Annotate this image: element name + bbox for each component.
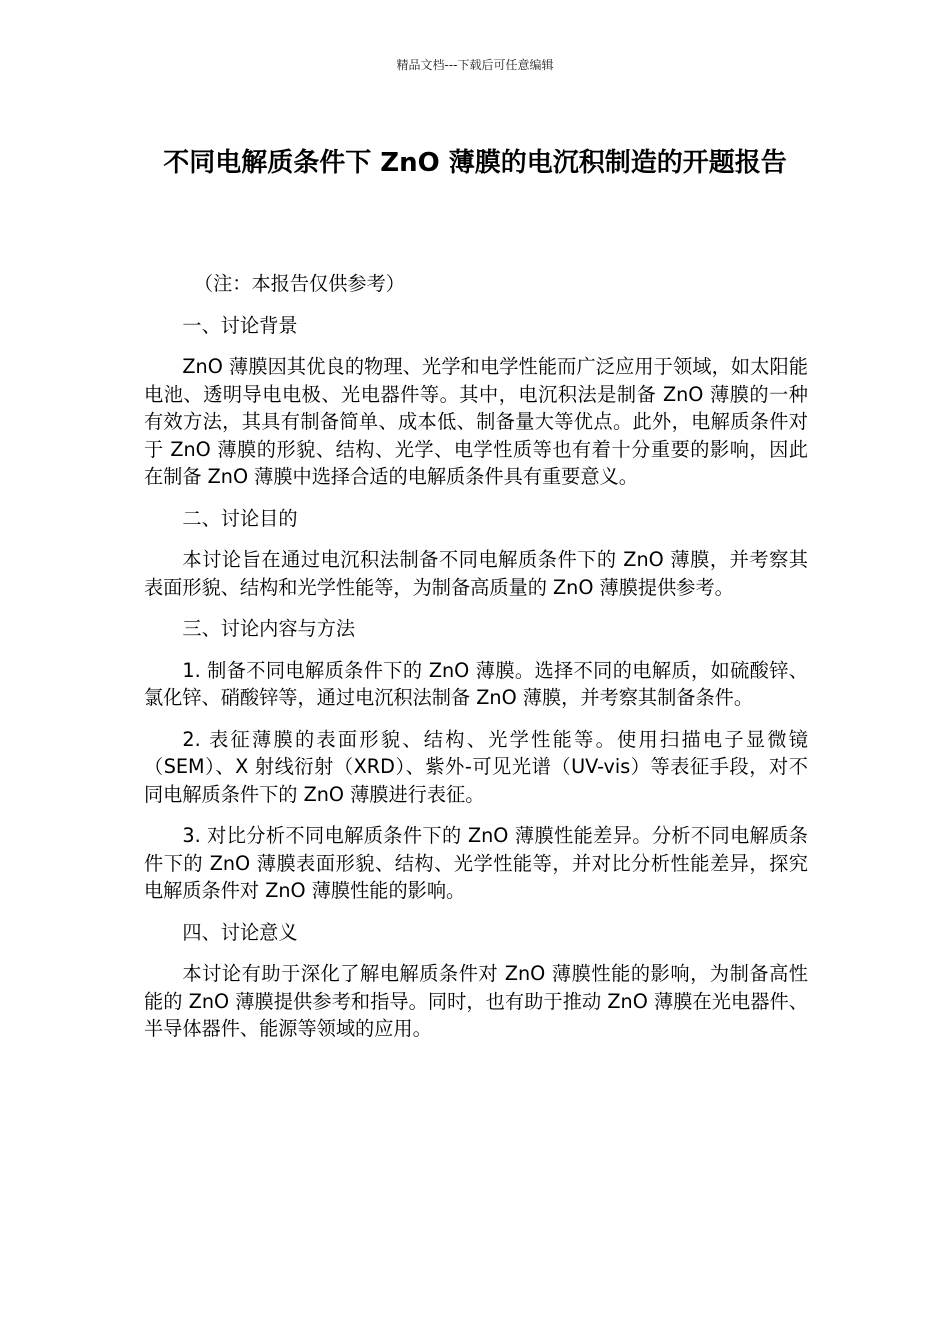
section-heading-background: 一、讨论背景 (182, 313, 298, 337)
document-body (144, 270, 808, 1057)
section-item-content-3: 3. 对比分析不同电解质条件下的 ZnO 薄膜性能差异。分析不同电解质条件下的 ZnO 薄膜表面形貌、结构、光学性能等，并对比分析性能差异，探究电解质条件对 ZnO 薄膜性能的影响。 (144, 824, 808, 902)
section-heading-purpose: 二、讨论目的 (182, 506, 298, 530)
section-text-significance: 本讨论有助于深化了解电解质条件对 ZnO 薄膜性能的影响，为制备高性能的 ZnO 薄膜提供参考和指导。同时，也有助于推动 ZnO 薄膜在光电器件、半导体器件、能源等领域的应用。 (144, 962, 808, 1040)
section-heading-content: 三、讨论内容与方法 (182, 617, 356, 640)
document-title: 不同电解质条件下 ZnO 薄膜的电沉积制造的开题报告 (163, 148, 787, 178)
page-header-note: 精品文档---下载后可任意编辑 (396, 58, 554, 72)
section-item-content-2: 2. 表征薄膜的表面形貌、结构、光学性能等。使用扫描电子显微镜（SEM）、X 射线衍射（XRD）、紫外-可见光谱（UV-vis）等表征手段，对不同电解质条件下的 ZnO 薄膜进行表征。 (144, 727, 808, 806)
section-text-purpose: 本讨论旨在通过电沉积法制备不同电解质条件下的 ZnO 薄膜，并考察其表面形貌、结构和光学性能等，为制备高质量的 ZnO 薄膜提供参考。 (144, 548, 808, 599)
section-text-background: ZnO 薄膜因其优良的物理、光学和电学性能而广泛应用于领域，如太阳能电池、透明导电电极、光电器件等。其中，电沉积法是制备 ZnO 薄膜的一种有效方法，其具有制备简单、成本低、制备量大等优点。此外，电解质条件对于 ZnO 薄膜的形貌、结构、光学、电学性质等也有着十分重要的影响，因此在制备 ZnO 薄膜中选择合适的电解质条件具有重要意义。 (144, 355, 808, 488)
report-note: （注：本报告仅供参考） (193, 272, 405, 295)
section-heading-significance: 四、讨论意义 (182, 920, 298, 944)
section-item-content-1: 1. 制备不同电解质条件下的 ZnO 薄膜。选择不同的电解质，如硫酸锌、氯化锌、硝酸锌等，通过电沉积法制备 ZnO 薄膜，并考察其制备条件。 (144, 658, 808, 709)
